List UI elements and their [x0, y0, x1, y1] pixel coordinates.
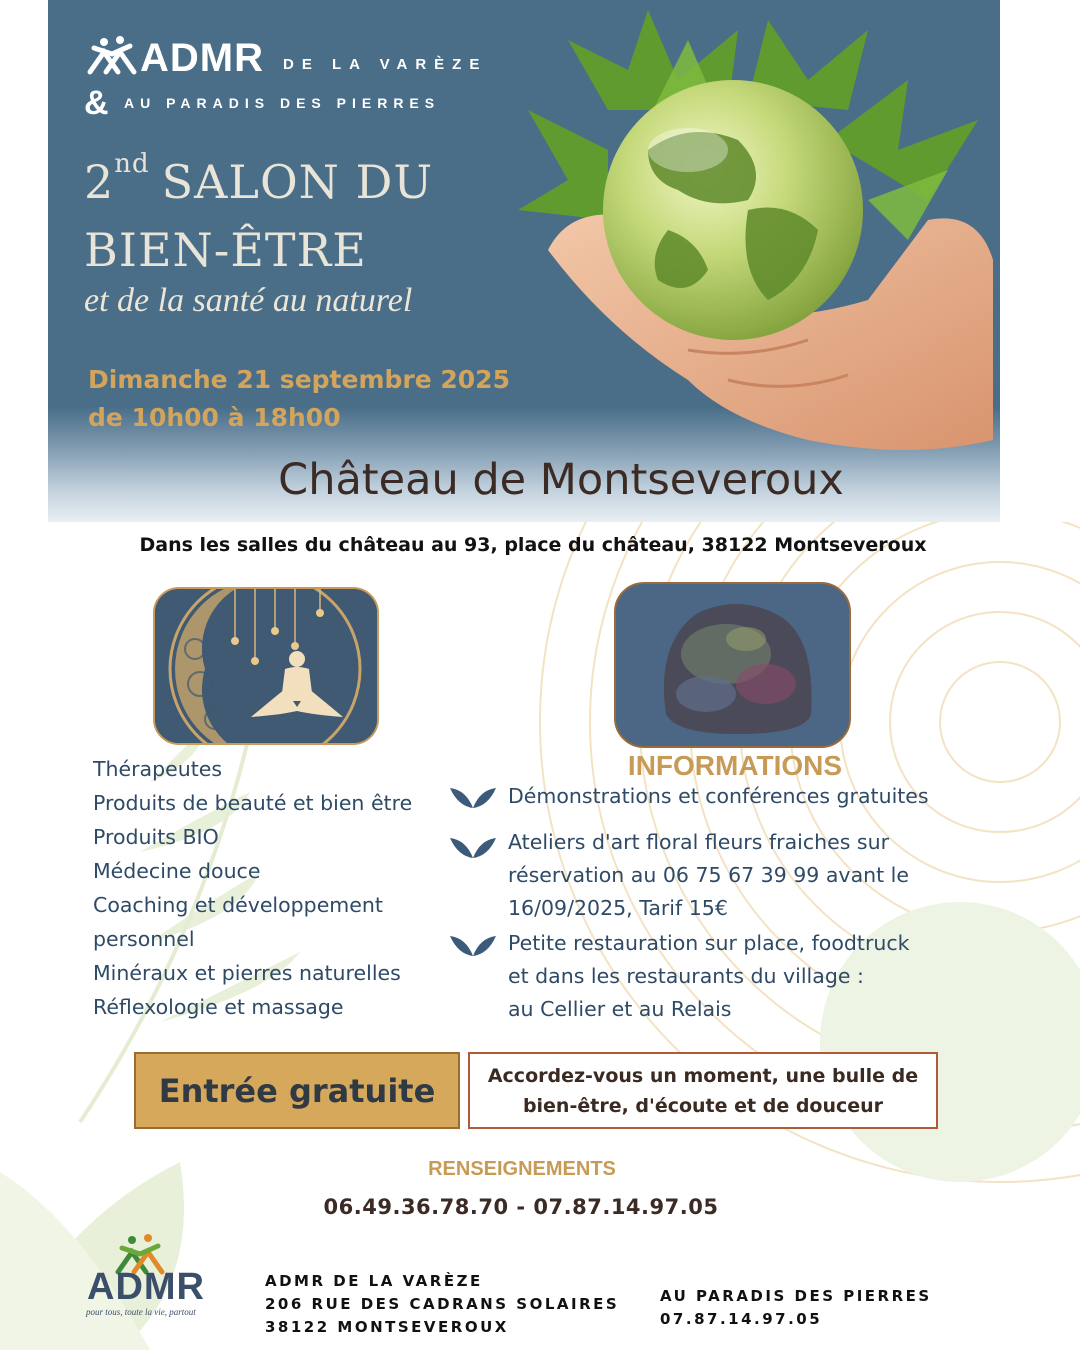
- paradis-phone: 07.87.14.97.05: [660, 1310, 823, 1328]
- info-item-restauration: [508, 927, 988, 1026]
- paradis-logo-text: AU PARADIS DES PIERRES: [124, 95, 441, 111]
- contact-heading: RENSEIGNEMENTS: [428, 1158, 616, 1180]
- event-subtitle: et de la santé au naturel: [84, 282, 413, 319]
- informations-title: INFORMATIONS: [627, 750, 843, 781]
- slogan-text: [488, 1061, 918, 1121]
- info-item-ateliers: [508, 826, 988, 925]
- slogan-line: Accordez-vous un moment, une bulle de: [487, 1064, 919, 1087]
- leaf-bullet-icon: [448, 928, 498, 958]
- info-line: Démonstrations et conférences gratuites: [508, 784, 929, 808]
- title-number: 2: [84, 155, 115, 209]
- meditation-image: [153, 587, 379, 745]
- admr-logo-subtitle: DE LA VARÈZE: [283, 56, 488, 73]
- event-title-line-2: BIEN-ÊTRE: [84, 223, 367, 277]
- activities-list: [93, 752, 453, 1024]
- info-line: Petite restauration sur place, foodtruck: [508, 931, 910, 955]
- labradorite-stone-image: [614, 582, 851, 748]
- list-item: Médecine douce: [93, 859, 261, 883]
- paradis-contact: [660, 1285, 932, 1331]
- venue-title: Château de Montseveroux: [278, 455, 844, 505]
- info-line: réservation au 06 75 67 39 99 avant le: [508, 863, 909, 887]
- address-line: 206 RUE DES CADRANS SOLAIRES: [265, 1295, 620, 1313]
- list-item: Coaching et développement: [93, 893, 383, 917]
- address-line: ADMR DE LA VARÈZE: [265, 1272, 483, 1290]
- admr-address: [265, 1270, 619, 1339]
- slogan-box: [468, 1052, 938, 1129]
- list-item: Produits BIO: [93, 825, 219, 849]
- list-item: Réflexologie et massage: [93, 995, 344, 1019]
- list-item: personnel: [93, 927, 195, 951]
- admr-footer-logo-text: ADMR: [87, 1266, 205, 1308]
- contact-phone-numbers: 06.49.36.78.70 - 07.87.14.97.05: [323, 1195, 719, 1219]
- ampersand: &: [84, 84, 109, 122]
- paradis-name: AU PARADIS DES PIERRES: [660, 1287, 932, 1305]
- event-hours: de 10h00 à 18h00: [88, 403, 341, 432]
- event-date: Dimanche 21 septembre 2025: [88, 365, 510, 394]
- free-entry-box: [134, 1052, 460, 1129]
- admr-logo-icon: [84, 34, 140, 76]
- admr-tagline: pour tous, toute la vie, partout: [86, 1307, 196, 1317]
- info-line: 16/09/2025, Tarif 15€: [508, 896, 728, 920]
- info-line: Ateliers d'art floral fleurs fraiches sur: [508, 830, 890, 854]
- free-entry-label: Entrée gratuite: [158, 1071, 436, 1110]
- address-line: 38122 MONTSEVEROUX: [265, 1318, 509, 1336]
- leaf-bullet-icon: [448, 830, 498, 860]
- list-item: Minéraux et pierres naturelles: [93, 961, 401, 985]
- leaf-bullet-icon: [448, 780, 498, 810]
- title-salon-du: SALON DU: [161, 155, 434, 209]
- venue-address: Dans les salles du château au 93, place du château, 38122 Montseveroux: [139, 534, 927, 556]
- info-line: au Cellier et au Relais: [508, 997, 732, 1021]
- info-line: et dans les restaurants du village :: [508, 964, 864, 988]
- list-item: Produits de beauté et bien être: [93, 791, 413, 815]
- title-ordinal: nd: [114, 149, 150, 179]
- info-item-demonstrations: [508, 780, 988, 813]
- slogan-line: bien-être, d'écoute et de douceur: [522, 1094, 884, 1117]
- event-title-line-1: [84, 149, 434, 209]
- admr-logo-text: ADMR: [140, 36, 264, 80]
- list-item: Thérapeutes: [93, 757, 223, 781]
